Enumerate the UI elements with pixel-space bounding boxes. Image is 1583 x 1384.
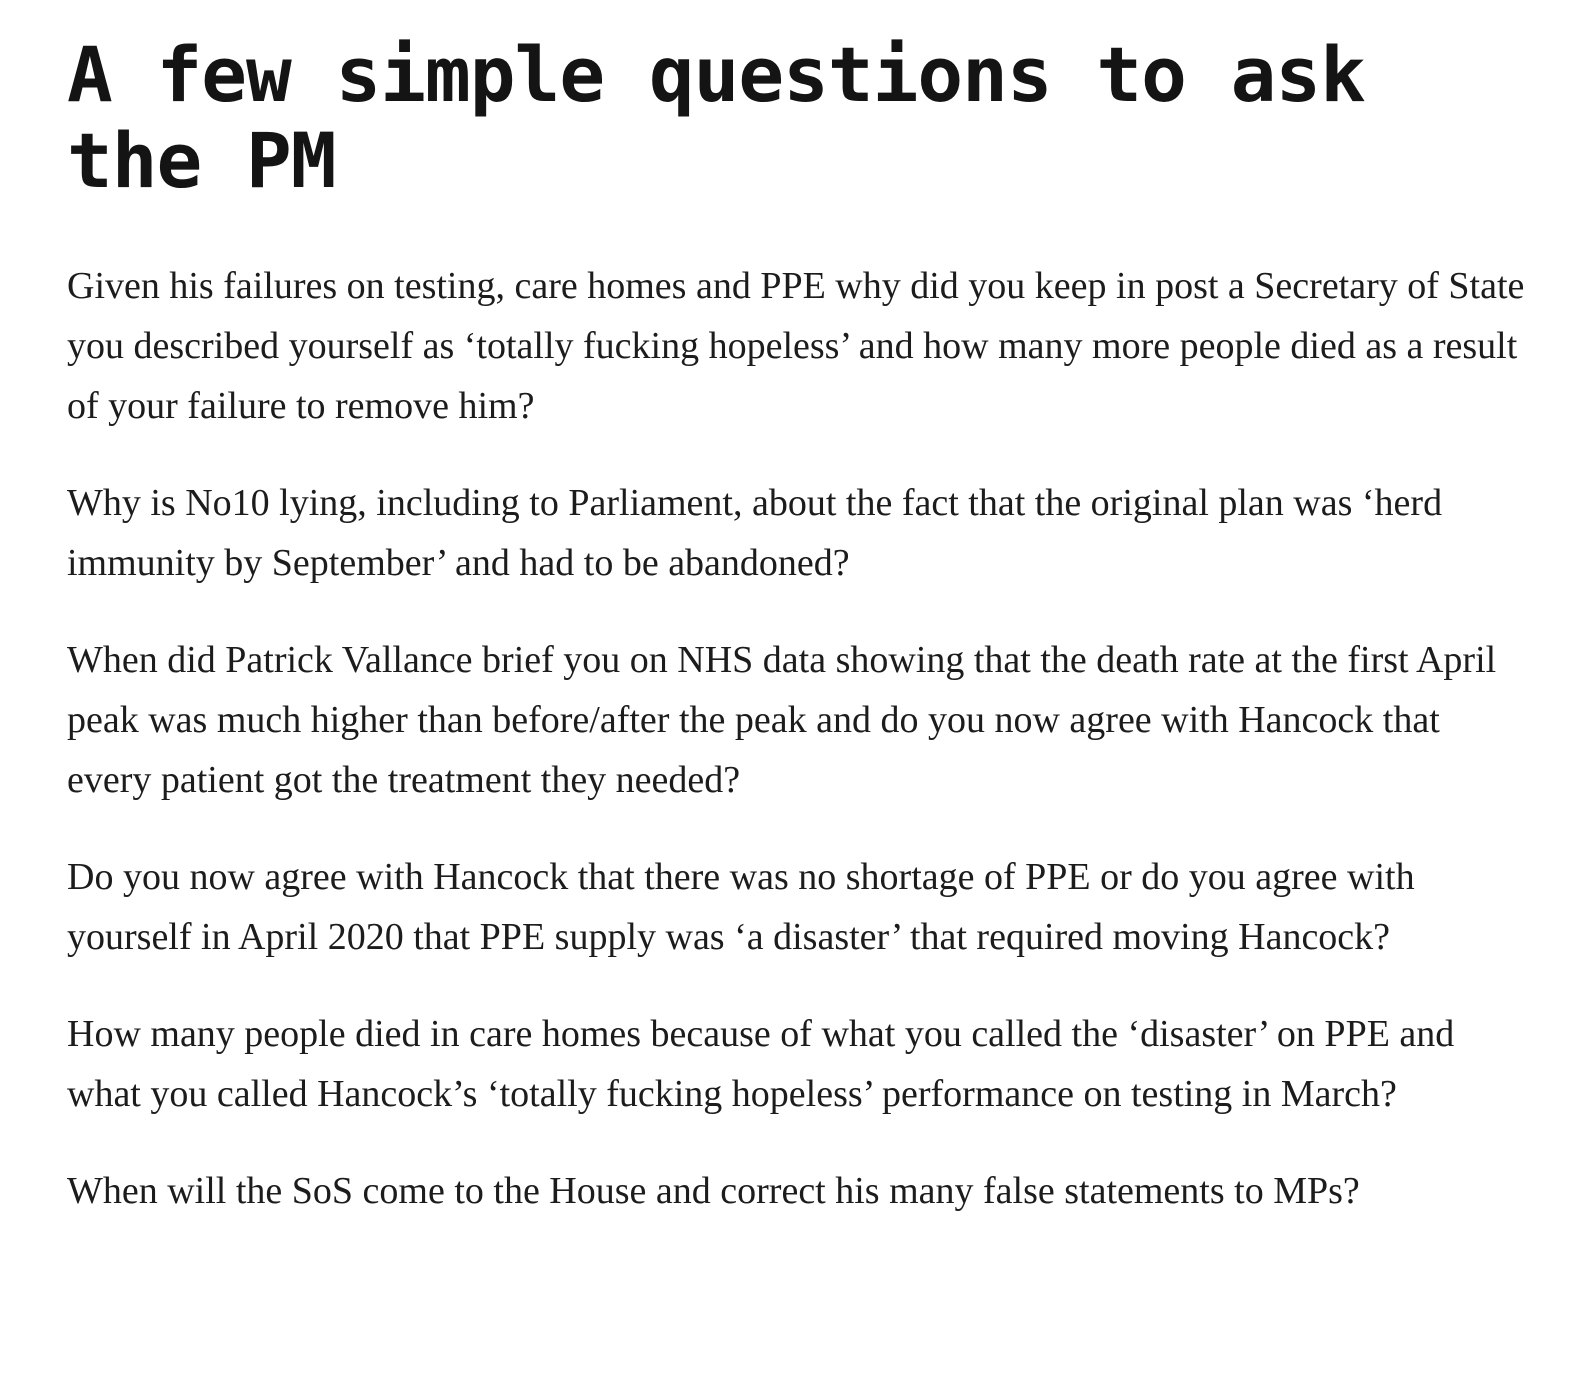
paragraph-2: Why is No10 lying, including to Parliament, about the fact that the original plan was ‘herd immunity by September’ and had to be abandoned?	[67, 482, 1443, 584]
article-title: A few simple questions to ask the PM	[67, 30, 1365, 205]
paragraph-3: When did Patrick Vallance brief you on NHS data showing that the death rate at the first April peak was much higher than before/after the peak and do you now agree with Hancock that every patient got the treatment they needed?	[67, 639, 1497, 801]
paragraph-5: How many people died in care homes because of what you called the ‘disaster’ on PPE and what you called Hancock’s ‘totally fucking hopeless’ performance on testing in March?	[67, 1013, 1455, 1115]
paragraph-6: When will the SoS come to the House and correct his many false statements to MPs?	[67, 1170, 1360, 1212]
paragraph-4: Do you now agree with Hancock that there was no shortage of PPE or do you agree with yourself in April 2020 that PPE supply was ‘a disaster’ that required moving Hancock?	[67, 856, 1415, 958]
paragraph-1: Given his failures on testing, care homes and PPE why did you keep in post a Secretary of State you described yourself as ‘totally fucking hopeless’ and how many more people died as a result of your failure to remove him?	[67, 265, 1525, 427]
article-body	[67, 32, 1527, 1258]
